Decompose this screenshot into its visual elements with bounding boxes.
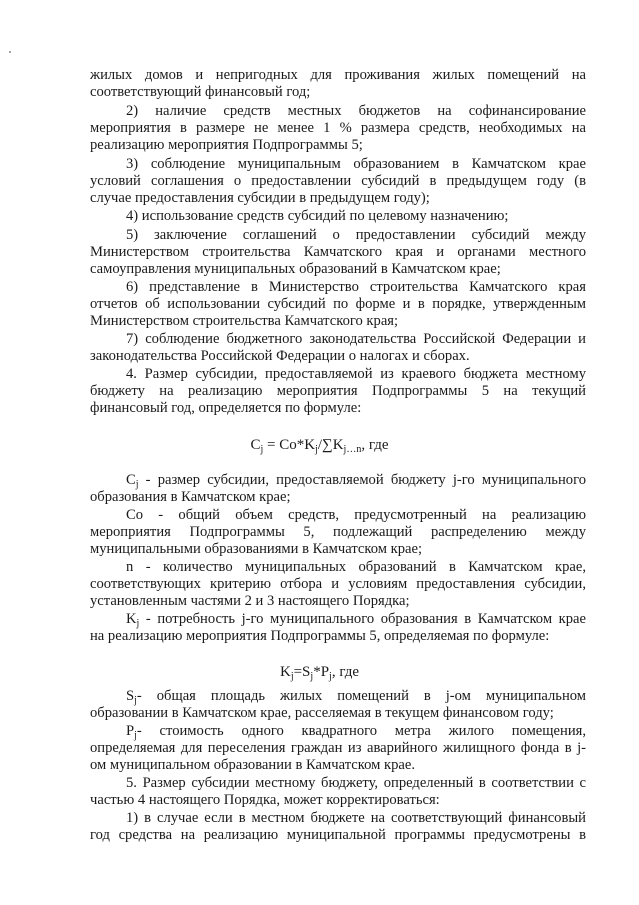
- text-line: 4) использование средств субсидий по целевому назначению;: [126, 208, 509, 224]
- text-line: финансовый год, определяется по формуле:: [90, 400, 362, 416]
- text-line: законодательства Российской Федерации о налогах и сборах.: [90, 348, 470, 364]
- text-line: 1) в случае если в местном бюджете на соответствующий финансовый: [126, 810, 586, 826]
- text-line: ом муниципальном образовании в Камчатском крае.: [90, 757, 415, 773]
- text-line: n - количество муниципальных образований в Камчатском крае,: [126, 559, 586, 575]
- text-line: 5. Размер субсидии местному бюджету, определенный в соответствии с: [126, 775, 586, 791]
- text-line: Министерством строительства Камчатского края и органами местного: [90, 244, 586, 260]
- definition-sj: $S_j-$ общая площадь жилых помещений в j-ом муниципальном: [126, 688, 587, 706]
- text-line: самоуправления муниципальных образований в Камчатском крае;: [90, 261, 501, 277]
- definition-kj: $K_j$ - потребность j-го муниципального образования в Камчатском крае: [126, 611, 586, 629]
- text-line: 3) соблюдение муниципальным образованием в Камчатском крае: [126, 156, 586, 172]
- text-line: 5) заключение соглашений о предоставлении субсидий между: [126, 227, 586, 243]
- text-line: случае предоставления субсидии в предыдущем году);: [90, 190, 430, 206]
- text-line: образования в Камчатском крае;: [90, 489, 291, 505]
- text-line: образовании в Камчатском крае, расселяемая в текущем финансовом году;: [90, 705, 554, 721]
- text-line: соответствующих критерию отбора и условиям предоставления субсидии,: [90, 576, 586, 592]
- text-line: год средства на реализацию муниципальной программы предусмотрены в: [90, 827, 586, 843]
- text-line: 7) соблюдение бюджетного законодательства Российской Федерации и: [126, 331, 586, 347]
- text-line: жилых домов и непригодных для проживания жилых помещений на: [90, 67, 586, 83]
- text-line: соответствующий финансовый год;: [90, 84, 311, 100]
- text-line: на реализацию мероприятия Подпрограммы 5, определяемая по формуле:: [90, 628, 550, 644]
- definition-cj: $C_j$ - размер субсидии, предоставляемой бюджету j-го муниципального: [126, 472, 586, 490]
- text-line: Министерством строительства Камчатского края;: [90, 313, 399, 329]
- text-line: мероприятия Подпрограммы 5, подлежащий распределению между: [90, 524, 586, 540]
- formula-need: $K_j=S_j*P_j$, где: [279, 664, 360, 682]
- scan-speck: [9, 51, 11, 53]
- text-line: частью 4 настоящего Порядка, может корректироваться:: [90, 792, 440, 808]
- text-line: Co - общий объем средств, предусмотренный на реализацию: [126, 507, 586, 523]
- text-line: 6) представление в Министерство строительства Камчатского края: [126, 279, 586, 295]
- formula-subsidy: $C_j = Co*K_j/\sum K_{j\dots n}$, где: [250, 437, 389, 455]
- text-line: определяемая для переселения граждан из аварийного жилищного фонда в j-: [90, 740, 586, 756]
- text-line: отчетов об использовании субсидий по форме и в порядке, утвержденным: [90, 296, 586, 312]
- text-line: условий соглашения о предоставлении субсидий в предыдущем году (в: [90, 173, 586, 189]
- text-line: мероприятия в размере не менее 1 % размера средств, необходимых на: [90, 120, 586, 136]
- definition-pj: $P_j-$ стоимость одного квадратного метра жилого помещения,: [126, 723, 586, 741]
- text-line: реализацию мероприятия Подпрограммы 5;: [90, 137, 363, 153]
- text-line: муниципальными образованиями в Камчатском крае;: [90, 541, 423, 557]
- text-line: 4. Размер субсидии, предоставляемой из краевого бюджета местному: [126, 366, 586, 382]
- text-line: бюджету на реализацию мероприятия Подпрограммы 5 на текущий: [90, 383, 586, 399]
- text-line: 2) наличие средств местных бюджетов на софинансирование: [126, 103, 586, 119]
- text-line: установленным частями 2 и 3 настоящего Порядка;: [90, 593, 410, 609]
